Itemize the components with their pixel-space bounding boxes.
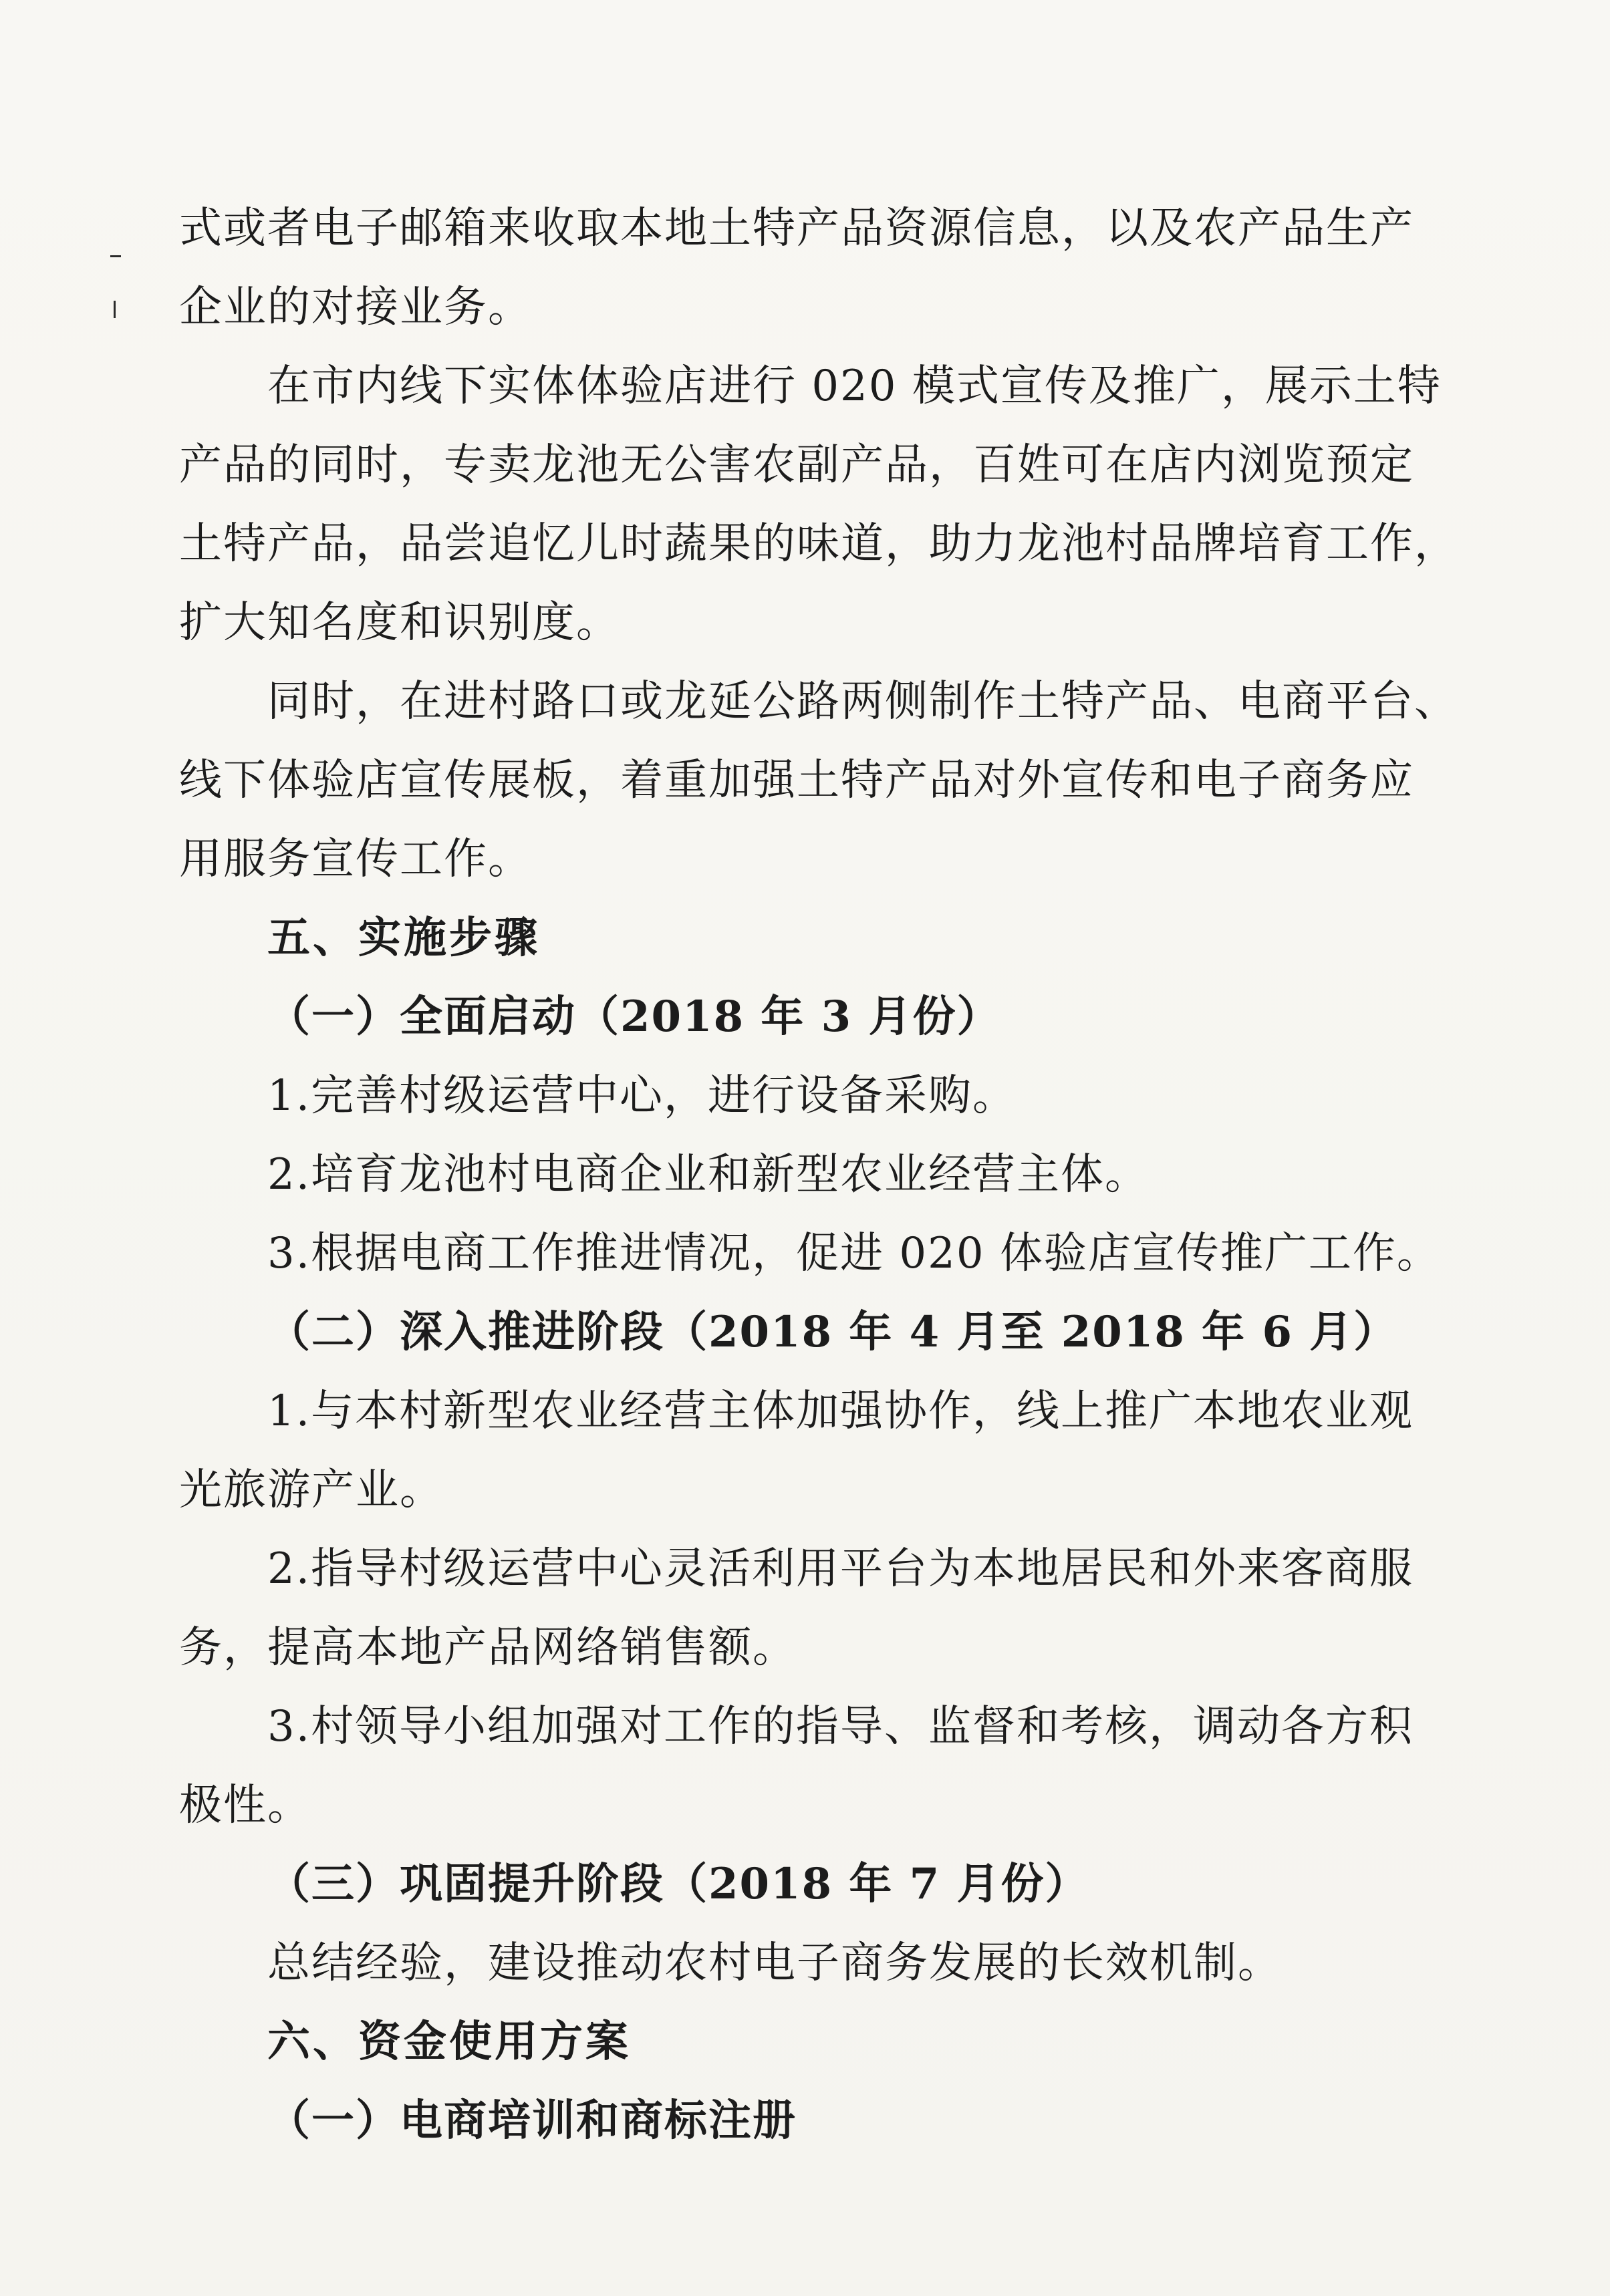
list-item-continuation: 务，提高本地产品网络销售额。 bbox=[179, 1623, 797, 1673]
list-item: 1.完善村级运营中心，进行设备采购。 bbox=[267, 1071, 1017, 1121]
paragraph-line: 式或者电子邮箱来收取本地土特产品资源信息，以及农产品生产 bbox=[179, 204, 1414, 253]
paragraph-line: 扩大知名度和识别度。 bbox=[179, 598, 620, 648]
list-item: 1.与本村新型农业经营主体加强协作，线上推广本地农业观 bbox=[267, 1387, 1414, 1436]
list-item-continuation: 极性。 bbox=[179, 1781, 311, 1830]
section-heading: 六、资金使用方案 bbox=[267, 2017, 631, 2067]
paragraph-line: 总结经验，建设推动农村电子商务发展的长效机制。 bbox=[267, 1939, 1282, 1988]
list-item-continuation: 光旅游产业。 bbox=[179, 1465, 444, 1515]
scan-edge-mark bbox=[114, 301, 116, 318]
subsection-heading: （三）巩固提升阶段（2018 年 7 月份） bbox=[267, 1859, 1089, 1909]
list-item: 3.根据电商工作推进情况，促进 020 体验店宣传推广工作。 bbox=[267, 1229, 1441, 1278]
paragraph-line: 用服务宣传工作。 bbox=[179, 835, 532, 884]
paragraph-line: 产品的同时，专卖龙池无公害农副产品，百姓可在店内浏览预定 bbox=[179, 440, 1414, 490]
section-heading: 五、实施步骤 bbox=[267, 913, 540, 963]
list-item: 2.指导村级运营中心灵活利用平台为本地居民和外来客商服 bbox=[267, 1544, 1414, 1594]
list-item: 3.村领导小组加强对工作的指导、监督和考核，调动各方积 bbox=[267, 1702, 1414, 1751]
subsection-heading: （二）深入推进阶段（2018 年 4 月至 2018 年 6 月） bbox=[267, 1307, 1398, 1357]
paragraph-line: 在市内线下实体体验店进行 020 模式宣传及推广，展示土特 bbox=[267, 362, 1442, 411]
subsection-heading: （一）电商培训和商标注册 bbox=[267, 2096, 797, 2146]
paragraph-line: 土特产品，品尝追忆儿时蔬果的味道，助力龙池村品牌培育工作， bbox=[179, 519, 1458, 569]
paragraph-line: 线下体验店宣传展板，着重加强土特产品对外宣传和电子商务应 bbox=[179, 756, 1414, 805]
list-item: 2.培育龙池村电商企业和新型农业经营主体。 bbox=[267, 1150, 1150, 1199]
paragraph-line: 同时，在进村路口或龙延公路两侧制作土特产品、电商平台、 bbox=[267, 677, 1458, 726]
paragraph-line: 企业的对接业务。 bbox=[179, 283, 532, 332]
subsection-heading: （一）全面启动（2018 年 3 月份） bbox=[267, 992, 1001, 1042]
scan-edge-mark bbox=[110, 255, 121, 257]
